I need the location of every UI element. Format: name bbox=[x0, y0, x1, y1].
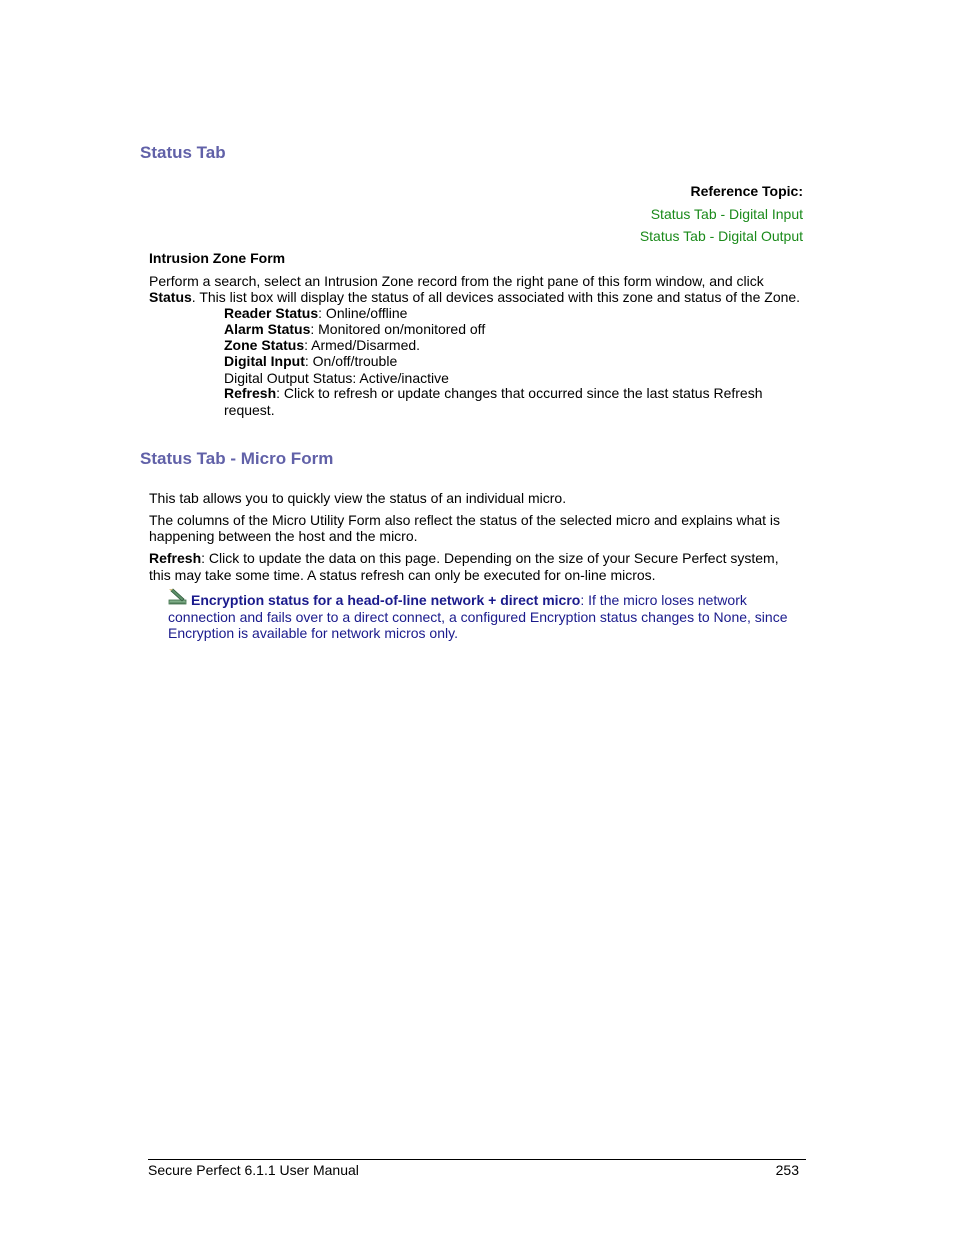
link-status-tab-digital-output[interactable]: Status Tab - Digital Output bbox=[639, 228, 803, 244]
note-line-1-rest: : If the micro loses network bbox=[580, 592, 747, 608]
micro-para-3-line-1 bbox=[149, 550, 779, 566]
status-item bbox=[224, 337, 420, 353]
form-title: Intrusion Zone Form bbox=[149, 250, 286, 266]
refresh-term: Refresh bbox=[149, 550, 202, 566]
status-item bbox=[224, 353, 397, 369]
note-line-1 bbox=[191, 592, 747, 609]
micro-para-3-line-2: this may take some time. A status refresh can only be executed for on-line micros. bbox=[149, 567, 656, 583]
status-item-term: Alarm Status bbox=[224, 321, 311, 337]
intro-bold-status: Status bbox=[149, 289, 192, 305]
micro-para-2-line-1: The columns of the Micro Utility Form also reflect the status of the selected micro and explains what is bbox=[149, 512, 781, 528]
status-item-desc: : Online/offline bbox=[318, 305, 408, 321]
status-item-desc: : Click to refresh or update changes that occurred since the last status Refresh bbox=[276, 385, 763, 401]
link-status-tab-digital-input[interactable]: Status Tab - Digital Input bbox=[650, 206, 803, 222]
note-bold: Encryption status for a head-of-line network + direct micro bbox=[191, 592, 581, 608]
micro-para-2-line-2: happening between the host and the micro. bbox=[149, 528, 418, 544]
status-item-term: Reader Status bbox=[224, 305, 319, 321]
status-item bbox=[224, 385, 763, 401]
status-item-term: Digital Input bbox=[224, 353, 305, 369]
note-line-3: Encryption is available for network micros only. bbox=[168, 625, 458, 641]
intro-line-1: Perform a search, select an Intrusion Zone record from the right pane of this form window, and click bbox=[149, 273, 764, 289]
status-item bbox=[224, 305, 407, 321]
footer-divider bbox=[148, 1159, 806, 1160]
status-item bbox=[224, 370, 449, 386]
micro-para-1: This tab allows you to quickly view the status of an individual micro. bbox=[149, 490, 567, 506]
status-item bbox=[224, 321, 485, 337]
note-pencil-icon bbox=[168, 588, 188, 606]
footer-page-number: 253 bbox=[775, 1162, 799, 1178]
micro-para-3-line-1-rest: : Click to update the data on this page. Depending on the size of your Secure Perfect system, bbox=[201, 550, 779, 566]
status-item-desc: : On/off/trouble bbox=[304, 353, 398, 369]
status-item-term: Zone Status bbox=[224, 337, 305, 353]
intro-line-2-rest: . This list box will display the status of all devices associated with this zone and status of the Zone. bbox=[191, 289, 801, 305]
refresh-continuation: request. bbox=[224, 402, 275, 418]
status-item-desc: : Monitored on/monitored off bbox=[310, 321, 486, 337]
status-item-term: Refresh bbox=[224, 385, 277, 401]
status-item-desc: Digital Output Status: Active/inactive bbox=[224, 370, 449, 386]
reference-topic-label: Reference Topic: bbox=[690, 183, 803, 199]
status-item-desc: : Armed/Disarmed. bbox=[304, 337, 421, 353]
footer-manual-title: Secure Perfect 6.1.1 User Manual bbox=[148, 1162, 359, 1178]
note-line-2: connection and fails over to a direct connect, a configured Encryption status changes to None, since bbox=[168, 609, 788, 625]
section-heading-status-tab: Status Tab bbox=[140, 143, 226, 162]
section-heading-micro-form: Status Tab - Micro Form bbox=[140, 449, 334, 468]
intro-line-2 bbox=[149, 289, 800, 305]
